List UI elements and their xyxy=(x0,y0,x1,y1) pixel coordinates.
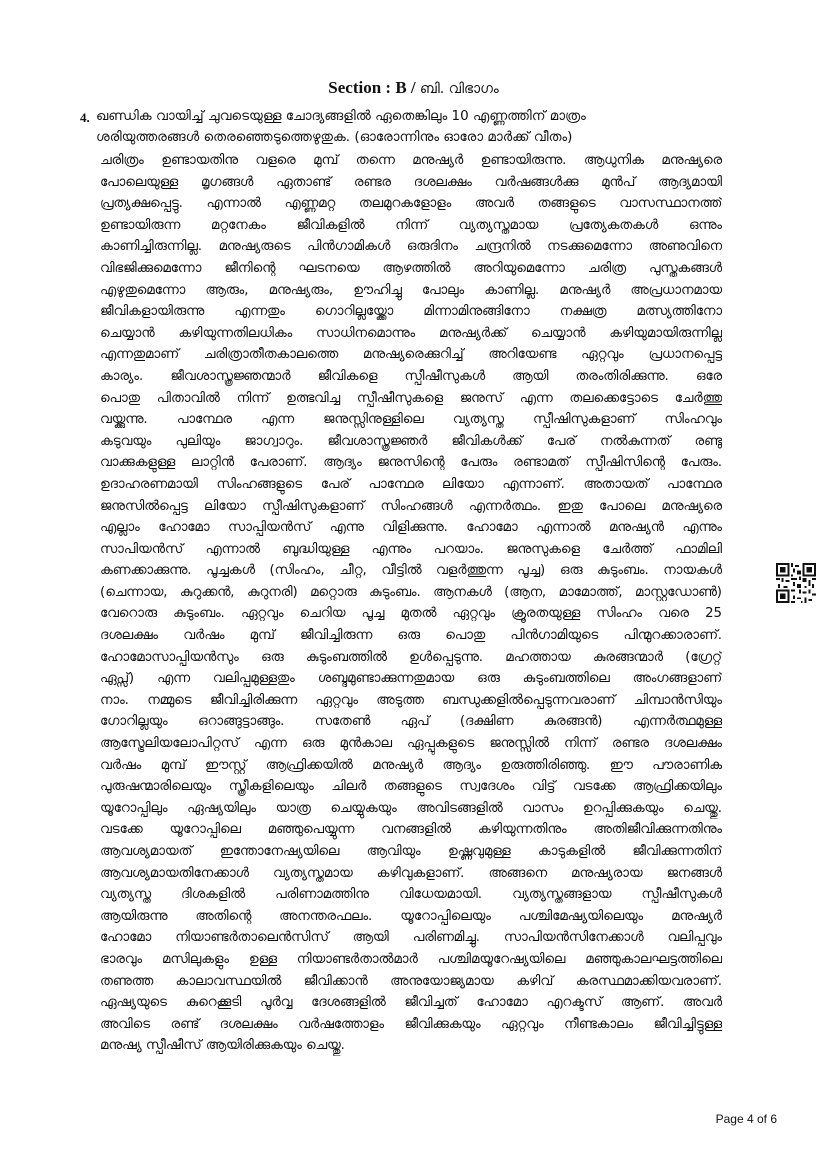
passage-line: അവിടെ രണ്ട് ദശലക്ഷം വർഷത്തോളം ജീവിക്കുകയും ഏറ്റവും നീണ്ടകാലം ജീവിച്ചിട്ടുള്ള xyxy=(100,1016,722,1032)
passage-line: ചെയ്യാൻ കഴിയുന്നതിലധികം സാധിനമൊന്നും മനുഷ്യർക്ക് ചെയ്യാൻ കഴിയുമായിരുന്നില്ല xyxy=(100,325,722,341)
passage-line: ഭാരവും മസിലുകളും ഉള്ള നിയാണ്ടർതാൽമാർ പശ്ചിമയൂറേഷ്യയിലെ മഞ്ഞുകാലഘട്ടത്തിലെ xyxy=(100,951,722,967)
passage-line: ദശലക്ഷം വർഷം മുമ്പ് ജീവിച്ചിരുന്ന ഒരു പൊതു പിൻഗാമിയുടെ പിന്മുറക്കാരാണ്. xyxy=(100,628,722,644)
passage-line: കാര്യം. ജീവശാസ്ത്രജ്ഞന്മാർ ജീവികളെ സ്പീഷീസുകൾ ആയി തരംതിരിക്കുന്നു. ഒരേ xyxy=(100,368,722,384)
qr-code-icon xyxy=(776,563,816,603)
passage-line: ഉദാഹരണമായി സിംഹങ്ങളുടെ പേര് പാന്ഥേര ലിയോ എന്നാണ്. അതായത് പാന്ഥേര xyxy=(100,476,722,492)
passage-line: ആയിരുന്നു അതിന്റെ അനന്തരഫലം. യൂറോപ്പിലെയും പശ്ചിമേഷ്യയിലെയും മനുഷ്യർ xyxy=(100,908,722,924)
passage-line: ആവശ്യമായതിനേക്കാൾ വ്യത്യസ്തമായ കഴിവുകളാണ്. അങ്ങനെ മനുഷ്യരായ ജനങ്ങൾ xyxy=(100,865,722,881)
passage-line: വാക്കുകളുള്ള ലാറ്റിൻ പേരാണ്. ആദ്യം ജനുസിന്റെ പേരും രണ്ടാമത് സ്പീഷിസിന്റെ പേരും. xyxy=(100,455,722,471)
passage-line: വയ്ക്കുന്നു. പാന്ഥേര എന്ന ജനുസ്സിനുള്ളിലെ വ്യത്യസ്ത സ്പീഷിസുകളാണ് സിംഹവും xyxy=(100,412,722,428)
passage-line: വർഷം മുമ്പ് ഈസ്റ്റ് ആഫ്രിക്കയിൽ മനുഷ്യർ ആദ്യം ഉരുത്തിരിഞ്ഞു. ഈ പൗരാണിക xyxy=(100,757,722,773)
passage-line: ജനുസിൽപ്പെട്ട ലിയോ സ്പീഷിസുകളാണ് സിംഹങ്ങൾ എന്നർത്ഥം. ഇതു പോലെ മനുഷ്യരെ xyxy=(100,498,722,514)
passage-line: എന്നതുമാണ് ചരിത്രാതീതകാലത്തെ മനുഷ്യരെക്കുറിച്ച് അറിയേണ്ട ഏറ്റവും പ്രധാനപ്പെട്ട xyxy=(100,347,722,363)
passage-line: ഏഷ്യയുടെ കുറെക്കൂടി പൂർവ്വ ദേശങ്ങളിൽ ജീവിച്ചത് ഹോമോ എറക്ടസ് ആണ്. അവർ xyxy=(100,995,722,1011)
passage xyxy=(100,150,722,1057)
question-number: 4. xyxy=(80,110,90,125)
instruction-line: ഖണ്ഡിക വായിച്ച് ചുവടെയുള്ള ചോദ്യങ്ങളിൽ ഏതെങ്കിലും 10 എണ്ണത്തിന് മാത്രം xyxy=(96,108,586,124)
section-title-en: Section : B / xyxy=(328,78,420,97)
passage-line: വ്യത്യസ്ത ദിശകളിൽ പരിണാമത്തിനു വിധേയമായി. വ്യത്യസ്തങ്ങളായ സ്പീഷീസുകൾ xyxy=(100,887,722,903)
passage-line: ഗോറില്ലയും ഒറാങ്ങുട്ടാങ്ങും. സതേൺ ഏപ് (ദക്ഷിണ കുരങ്ങൻ) എന്നർത്ഥമുള്ള xyxy=(100,714,722,730)
passage-line: മനുഷ്യ സ്പീഷീസ് ആയിരിക്കുകയും ചെയ്തു. xyxy=(100,1038,345,1054)
passage-line: തണുത്ത കാലാവസ്ഥയിൽ ജീവിക്കാൻ അനുയോജ്യമായ കഴിവ് കരസ്ഥമാക്കിയവരാണ്. xyxy=(100,973,722,989)
passage-line: പൊതു പിതാവിൽ നിന്ന് ഉത്ഭവിച്ച സ്പീഷീസുകളെ ജനുസ് എന്ന തലക്കെട്ടോടെ ചേർത്തു xyxy=(100,390,722,406)
passage-line: വടക്കേ യൂറോപ്പിലെ മഞ്ഞുപെയ്യുന്ന വനങ്ങളിൽ കഴിയുന്നതിനും അതിജീവിക്കുന്നതിനും xyxy=(100,822,722,838)
passage-line: ആസ്ട്രേലിയലോപിറ്റസ് എന്ന ഒരു മുൻകാല ഏപ്പുകളുടെ ജനുസ്സിൽ നിന്ന് രണ്ടര ദശലക്ഷം xyxy=(100,736,722,752)
passage-line: (ചെന്നായ, കുറുക്കൻ, കുറുനരി) മറ്റൊരു കുടുംബം. ആനകൾ (ആന, മാമോത്ത്, മാസ്റ്റഡോൺ) xyxy=(100,584,722,600)
passage-line: ചരിത്രം ഉണ്ടായതിനു വളരെ മുമ്പ് തന്നെ മനുഷ്യർ ഉണ്ടായിരുന്നു. ആധുനിക മനുഷ്യരെ xyxy=(100,153,722,168)
passage-line: ജീവികളായിരുന്നു എന്നതും ഗൊറില്ലയ്ക്കോ മിന്നാമിനുങ്ങിനോ നക്ഷത്ര മത്സ്യത്തിനോ xyxy=(100,304,722,320)
page-number: Page 4 of 6 xyxy=(715,1112,777,1126)
passage-line: പോലെയുള്ള മൃഗങ്ങൾ ഏതാണ്ട് രണ്ടര ദശലക്ഷം വർഷങ്ങൾക്കു മുൻപ് ആദ്യമായി xyxy=(100,174,722,190)
passage-line: നാം. നമ്മുടെ ജീവിച്ചിരിക്കുന്ന ഏറ്റവും അടുത്ത ബന്ധുക്കളിൽപ്പെടുന്നവരാണ് ചിമ്പാൻസിയും xyxy=(100,692,722,708)
passage-line: സാപിയൻസ് എന്നാൽ ബുദ്ധിയുള്ള എന്നും പറയാം. ജനുസുകളെ ചേർത്ത് ഫാമിലി xyxy=(100,541,722,557)
instruction-line: ശരിയുത്തരങ്ങൾ തെരഞ്ഞെടുത്തെഴുതുക. (ഓരോന്നിനും ഓരോ മാർക്ക് വീതം) xyxy=(96,129,573,145)
passage-line: എഴുതുമെന്നോ ആരും, മനുഷ്യരും, ഊഹിച്ചു പോലും കാണില്ല. മനുഷ്യർ അപ്രധാനമായ xyxy=(100,282,722,298)
passage-line: പ്രത്യക്ഷപ്പെട്ടു. എന്നാൽ എണ്ണമറ്റ തലമുറകളോളം അവർ തങ്ങളുടെ വാസസ്ഥാനത്ത് xyxy=(100,196,722,212)
section-title xyxy=(0,78,827,98)
passage-line: ഹോമോസാപ്പിയൻസും ഒരു കുടുംബത്തിൽ ഉൾപ്പെടുന്നു. മഹത്തായ കുരങ്ങന്മാർ (ഗ്രേറ്റ് xyxy=(100,649,722,665)
passage-line: എല്ലാം ഹോമോ സാപ്പിയൻസ് എന്നു വിളിക്കുന്നു. ഹോമോ എന്നാൽ മനുഷ്യൻ എന്നും xyxy=(100,520,722,536)
passage-line: ഹോമോ നിയാണ്ടർതാലെൻസിസ് ആയി പരിണമിച്ചു. സാപിയൻസിനേക്കാൾ വലിപ്പവും xyxy=(100,930,722,946)
passage-line: കാണിച്ചിരുന്നില്ല. മനുഷ്യരുടെ പിൻഗാമികൾ ഒരുദിനം ചന്ദ്രനിൽ നടക്കുമെന്നോ അണുവിനെ xyxy=(100,239,722,255)
passage-line: ഉണ്ടായിരുന്ന മറ്റനേകം ജീവികളിൽ നിന്ന് വ്യത്യസ്തമായ പ്രത്യേകതകൾ ഒന്നും xyxy=(100,217,722,233)
passage-line: ഏപ്സ്) എന്ന വലിപ്പമുള്ളതും ശബ്ദമുണ്ടാക്കുന്നതുമായ ഒരു കുടുംബത്തിലെ അംഗങ്ങളാണ് xyxy=(100,671,722,687)
section-title-ml: ബി. വിഭാഗം xyxy=(419,81,499,97)
passage-line: കടുവയും പുലിയും ജാഗ്വാറും. ജീവശാസ്ത്രജ്ഞർ ജീവികൾക്ക് പേര് നൽകുന്നത് രണ്ടു xyxy=(100,433,722,449)
passage-line: വിഭജിക്കുമെന്നോ ജീനിന്റെ ഘടനയെ ആഴത്തിൽ അറിയുമെന്നോ ചരിത്ര പുസ്തകങ്ങൾ xyxy=(100,260,722,276)
passage-line: വേറൊരു കുടുംബം. ഏറ്റവും ചെറിയ പൂച്ച മുതൽ ഏറ്റവും ക്രൂരതയുള്ള സിംഹം വരെ 25 xyxy=(100,606,722,622)
passage-line: ആവശ്യമായത് ഇന്തോനേഷ്യയിലെ ആവിയും ഉഷ്ണവുമുള്ള കാടുകളിൽ ജീവിക്കുന്നതിന് xyxy=(100,844,722,859)
question-instruction xyxy=(96,106,736,148)
passage-line: യൂറോപ്പിലും ഏഷ്യയിലും യാത്ര ചെയ്യുകയും അവിടങ്ങളിൽ വാസം ഉറപ്പിക്കുകയും ചെയ്തു. xyxy=(100,800,722,816)
passage-line: പുരുഷന്മാരിലെയും സ്ത്രീകളിലെയും ചിലർ തങ്ങളുടെ സ്വദേശം വിട്ട് വടക്കേ ആഫ്രിക്കയിലും xyxy=(100,779,722,795)
passage-line: കണക്കാക്കുന്നു. പൂച്ചകൾ (സിംഹം, ചീറ്റ, വീട്ടിൽ വളർത്തുന്ന പൂച്ച) ഒരു കുടുംബം. നായകൾ xyxy=(100,563,722,579)
